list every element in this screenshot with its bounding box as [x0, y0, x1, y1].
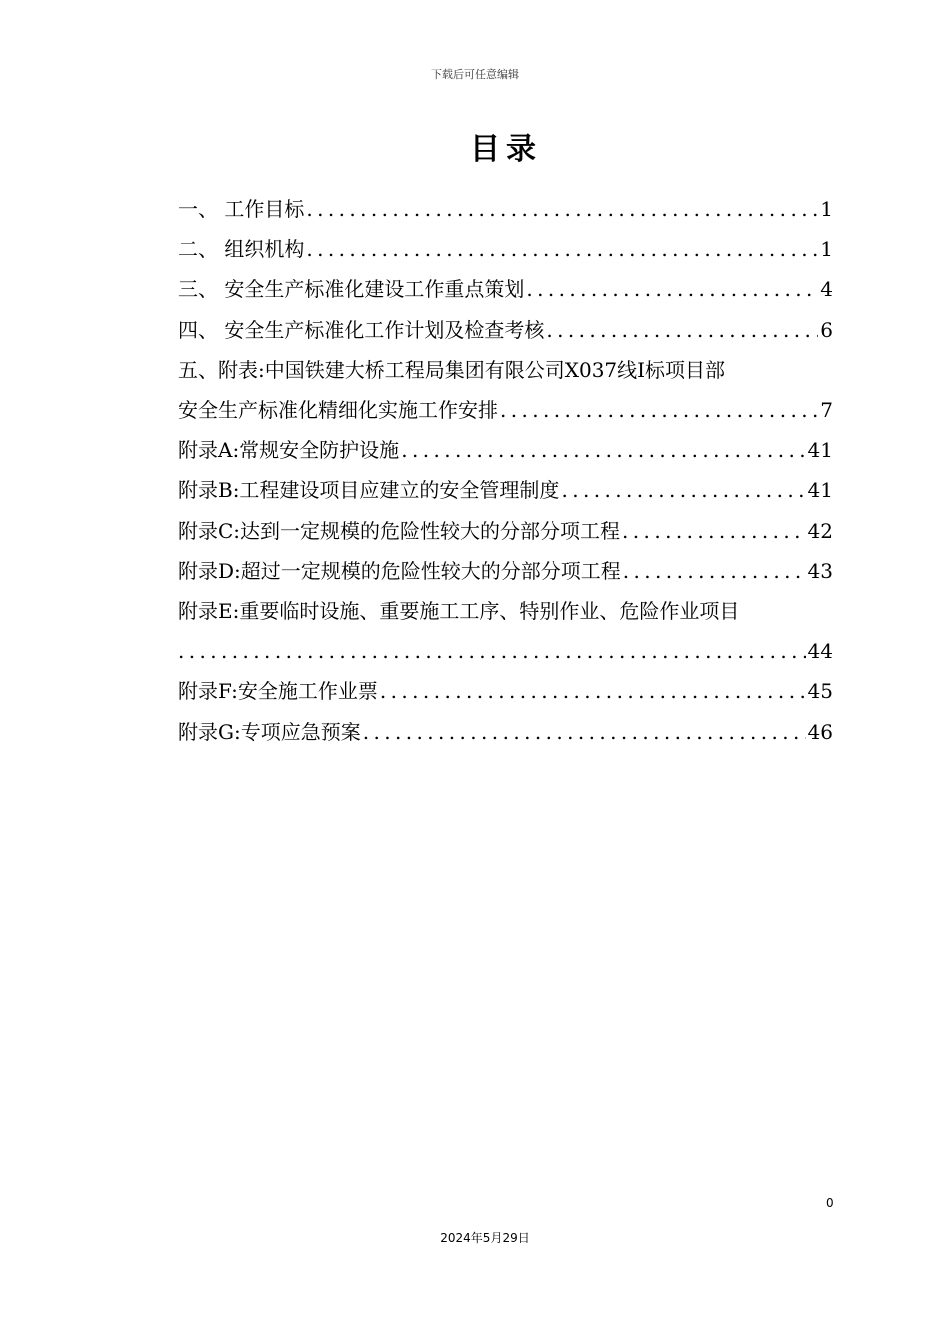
toc-entry-page: 45 — [807, 679, 833, 704]
toc-entry-page: 1 — [820, 197, 833, 222]
toc-entry-7[interactable] — [178, 470, 833, 510]
toc-entry-8[interactable] — [178, 511, 833, 551]
toc-leader-dots — [561, 470, 805, 510]
toc-entry-12[interactable] — [178, 711, 833, 751]
toc-entry-page: 41 — [807, 478, 833, 503]
toc-entry-label: 附录G:专项应急预案 — [178, 719, 361, 744]
toc-entry-label: 一、 工作目标 — [178, 197, 305, 222]
toc-entry-label: 五、附表:中国铁建大桥工程局集团有限公司X037线I标项目部 — [178, 357, 726, 382]
toc-entry-5[interactable] — [178, 350, 833, 390]
toc-leader-dots — [363, 712, 806, 752]
toc-entry-label: 附录A:常规安全防护设施 — [178, 438, 400, 463]
toc-entry-2[interactable] — [178, 229, 833, 269]
toc-leader-dots — [623, 551, 806, 591]
table-of-contents — [178, 189, 833, 752]
toc-entry-10-continuation[interactable] — [178, 631, 833, 671]
toc-entry-page: 44 — [807, 639, 833, 664]
toc-entry-1[interactable] — [178, 189, 833, 229]
toc-leader-dots — [526, 269, 818, 309]
toc-entry-label: 四、 安全生产标准化工作计划及检查考核 — [178, 317, 545, 342]
toc-entry-label: 附录C:达到一定规模的危险性较大的分部分项工程 — [178, 518, 621, 543]
page-number: 0 — [826, 1196, 834, 1210]
toc-entry-page: 43 — [807, 558, 833, 583]
toc-entry-6[interactable] — [178, 430, 833, 470]
toc-entry-label: 二、 组织机构 — [178, 237, 305, 262]
toc-entry-page: 6 — [820, 317, 833, 342]
header-note: 下载后可任意编辑 — [431, 68, 519, 81]
toc-entry-3[interactable] — [178, 269, 833, 309]
toc-leader-dots — [622, 511, 806, 551]
toc-leader-dots — [500, 390, 818, 430]
toc-entry-label: 附录D:超过一定规模的危险性较大的分部分项工程 — [178, 558, 621, 583]
toc-entry-page: 1 — [820, 237, 833, 262]
toc-leader-dots — [306, 229, 818, 269]
toc-entry-9[interactable] — [178, 551, 833, 591]
toc-entry-page: 7 — [820, 398, 833, 423]
toc-leader-dots — [306, 189, 818, 229]
toc-leader-dots — [546, 310, 818, 350]
toc-entry-4[interactable] — [178, 310, 833, 350]
toc-entry-page: 46 — [807, 719, 833, 744]
footer-date: 2024年5月29日 — [440, 1231, 530, 1245]
toc-leader-dots — [178, 631, 806, 671]
toc-entry-label: 三、 安全生产标准化建设工作重点策划 — [178, 277, 525, 302]
toc-entry-label: 附录B:工程建设项目应建立的安全管理制度 — [178, 478, 560, 503]
toc-entry-page: 41 — [807, 438, 833, 463]
toc-entry-label: 附录F:安全施工作业票 — [178, 679, 378, 704]
toc-entry-5-continuation[interactable] — [178, 390, 833, 430]
toc-leader-dots — [380, 671, 806, 711]
toc-leader-dots — [401, 430, 805, 470]
toc-entry-label: 附录E:重要临时设施、重要施工工序、特别作业、危险作业项目 — [178, 598, 740, 623]
toc-entry-page: 42 — [807, 518, 833, 543]
toc-entry-11[interactable] — [178, 671, 833, 711]
toc-entry-page: 4 — [820, 277, 833, 302]
toc-entry-10[interactable] — [178, 591, 833, 631]
page-title: 目录 — [470, 132, 542, 167]
toc-entry-label-continuation: 安全生产标准化精细化实施工作安排 — [178, 398, 498, 423]
